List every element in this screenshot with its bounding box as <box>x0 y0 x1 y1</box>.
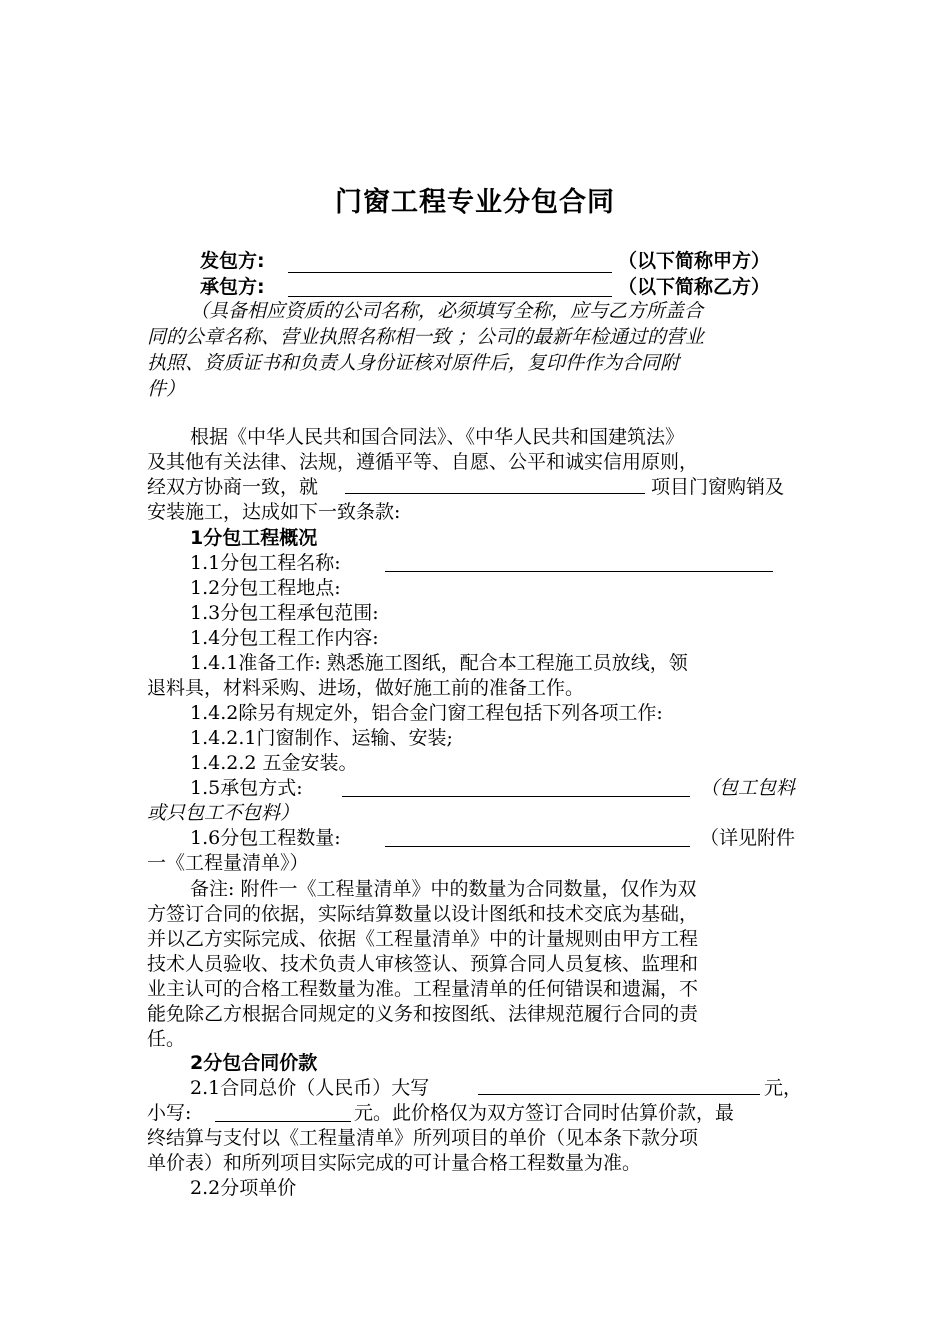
clause-1-4-1: 1.4.1准备工作: 熟悉施工图纸，配合本工程施工员放线，领 <box>190 652 688 674</box>
note-line: 同的公章名称、营业执照名称相一致 ；公司的最新年检通过的营业 <box>147 326 705 348</box>
quantity-blank[interactable] <box>385 826 690 847</box>
clause-2-1-unit: 元， <box>764 1077 803 1099</box>
party-b-suffix: （以下简称乙方） <box>618 276 771 298</box>
remark-line: 并以乙方实际完成、依据《工程量清单》中的计量规则由甲方工程 <box>147 928 699 950</box>
price-uppercase-blank[interactable] <box>478 1074 760 1095</box>
preamble-line: 及其他有关法律、法规，遵循平等、自愿、公平和诚实信用原则， <box>147 451 699 473</box>
clause-1-4-2: 1.4.2除另有规定外，铝合金门窗工程包括下列各项工作: <box>190 702 663 724</box>
contract-mode-blank[interactable] <box>342 776 690 797</box>
clause-1-4-1-cont: 退料具，材料采购、进场，做好施工前的准备工作。 <box>147 677 585 699</box>
clause-2-2: 2.2分项单价 <box>190 1177 297 1199</box>
note-line: 件） <box>147 378 186 400</box>
remark-line: 任。 <box>147 1028 186 1050</box>
remark-line: 技术人员验收、技术负责人审核签认、预算合同人员复核、监理和 <box>147 953 699 975</box>
note-line: 执照、资质证书和负责人身份证核对原件后，复印件作为合同附 <box>147 352 680 374</box>
clause-1-5-hint: （包工包料 <box>700 777 796 799</box>
party-a-blank[interactable] <box>288 252 612 273</box>
price-lowercase-blank[interactable] <box>215 1101 351 1122</box>
preamble-line: 安装施工，达成如下一致条款: <box>147 501 401 523</box>
clause-1-6: 1.6分包工程数量: <box>190 827 341 849</box>
preamble-line: 经双方协商一致，就 <box>147 476 319 498</box>
party-b-label: 承包方: <box>200 276 265 298</box>
clause-1-4: 1.4分包工程工作内容: <box>190 627 379 649</box>
clause-1-4-2-1: 1.4.2.1门窗制作、运输、安装; <box>190 727 453 749</box>
clause-1-3: 1.3分包工程承包范围: <box>190 602 379 624</box>
clause-2-1: 2.1合同总价（人民币）大写 <box>190 1077 430 1099</box>
preamble-line: 根据《中华人民共和国合同法》、《中华人民共和国建筑法》 <box>190 426 685 448</box>
remark-line: 备注: 附件一《工程量清单》中的数量为合同数量，仅作为双 <box>190 878 697 900</box>
clause-1-1: 1.1分包工程名称: <box>190 552 341 574</box>
remark-line: 能免除乙方根据合同规定的义务和按图纸、法律规范履行合同的责 <box>147 1003 699 1025</box>
party-b-blank[interactable] <box>288 276 612 297</box>
section-heading: 1分包工程概况 <box>190 527 318 549</box>
clause-2-1-cont: 单价表）和所列项目实际完成的可计量合格工程数量为准。 <box>147 1152 642 1174</box>
remark-line: 业主认可的合格工程数量为准。工程量清单的任何错误和遗漏，不 <box>147 978 699 1000</box>
clause-1-4-2-2: 1.4.2.2 五金安装。 <box>190 752 358 774</box>
note-line: （具备相应资质的公司名称，必须填写全称，应与乙方所盖合 <box>190 300 704 322</box>
clause-1-2: 1.2分包工程地点: <box>190 577 341 599</box>
party-a-suffix: （以下简称甲方） <box>618 250 771 272</box>
clause-1-5-hint-cont: 或只包工不包料） <box>147 802 300 824</box>
clause-2-1-cont: 终结算与支付以《工程量清单》所列项目的单价（见本条下款分项 <box>147 1127 699 1149</box>
remark-line: 方签订合同的依据，实际结算数量以设计图纸和技术交底为基础， <box>147 903 699 925</box>
project-name-blank[interactable] <box>345 473 645 494</box>
section-heading: 2分包合同价款 <box>190 1052 318 1074</box>
clause-2-1-cont: 元。此价格仅为双方签订合同时估算价款，最 <box>354 1102 735 1124</box>
contract-title: 门窗工程专业分包合同 <box>335 187 615 218</box>
clause-1-6-note: （详见附件 <box>700 827 796 849</box>
clause-1-6-note-cont: 一《工程量清单》） <box>147 852 309 874</box>
clause-1-5: 1.5承包方式: <box>190 777 303 799</box>
party-a-label: 发包方: <box>200 250 265 272</box>
preamble-line: 项目门窗购销及 <box>651 476 785 498</box>
clause-2-1-lower: 小写: <box>147 1102 192 1124</box>
project-name-field-blank[interactable] <box>385 551 773 572</box>
